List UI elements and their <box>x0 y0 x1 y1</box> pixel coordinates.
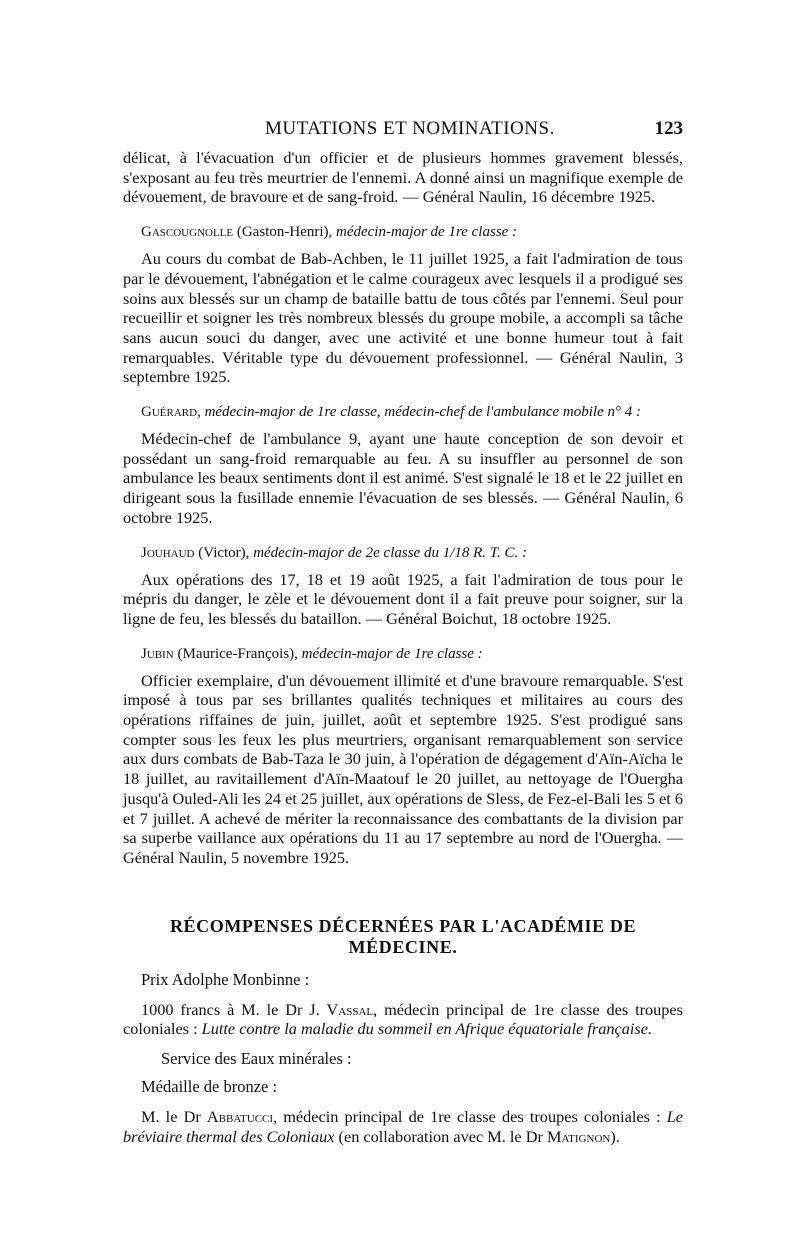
prize-name: Prix Adolphe Monbinne : <box>141 969 310 989</box>
medal-middle: , médecin principal de 1re classe des troupes coloniales : <box>273 1107 667 1127</box>
officer-first-names: , <box>197 404 205 421</box>
page-header <box>123 118 683 148</box>
officer-name: Guérard <box>141 404 198 421</box>
officer-first-names: (Gaston-Henri), <box>233 224 336 241</box>
citation-entry <box>123 403 683 528</box>
entry-heading <box>141 645 683 663</box>
officer-role: médecin-major de 1re classe : <box>336 224 518 241</box>
medal-collaborator: Matignon <box>546 1126 611 1146</box>
medal-lead: M. le Dr <box>141 1107 207 1127</box>
entry-heading <box>141 403 683 421</box>
section-title: RÉCOMPENSES DÉCERNÉES PAR L'ACADÉMIE DE MÉDECINE. <box>169 915 637 957</box>
medal-name: Médaille de bronze : <box>141 1077 278 1097</box>
prize-recipient: Vassal <box>326 999 374 1019</box>
continuation-paragraph: délicat, à l'évacuation d'un officier et de plusieurs hommes gravement blessés, s'exposant au feu très meurtrier de l'ennemi. A donné ainsi un magnifique exemple de dévouement, de bravoure et de sang-froid. — Général Naulin, 16 décembre 1925. <box>123 148 683 207</box>
citation-entry <box>123 223 683 387</box>
medal-work-title: Le bréviaire thermal des Coloniaux <box>123 1107 684 1146</box>
document-page <box>123 118 683 1157</box>
citation-entry <box>123 544 683 629</box>
officer-role: médecin-major de 2e classe du 1/18 R. T. C. : <box>253 544 528 561</box>
citation-text: Médecin-chef de l'ambulance 9, ayant une haute conception de son devoir et possédant un sang-froid remarquable au feu. A su insuffler au personnel de son ambulance les beaux sentiments dont il est animé. S'est signalé le 18 et le 22 juillet en dirigeant sous la fusillade ennemie l'évacuation de ses blessés. — Général Naulin, 6 octobre 1925. <box>123 429 683 527</box>
prize-middle: , médecin principal de 1re classe des troupes coloniales : <box>123 999 683 1039</box>
officer-name: Gascougnolle <box>141 224 234 241</box>
prize-entry <box>123 1000 683 1039</box>
officer-role: médecin-major de 1re classe : <box>301 645 483 662</box>
citation-text: Au cours du combat de Bab-Achben, le 11 juillet 1925, a fait l'admiration de tous par le dévouement, l'abnégation et le calme courageux avec lesquels il a prodigué ses soins aux blessés sur un champ de bataille battu de tous côtés par l'ennemi. Seul pour recueillir et soigner les très nombreux blessés du groupe mobile, a accompli sa tâche sans aucun souci du danger, avec une activité et une bonne humeur tout à fait remarquables. Véritable type du dévouement professionnel. — Général Naulin, 3 septembre 1925. <box>123 249 683 387</box>
service-name: Service des Eaux minérales : <box>161 1049 352 1069</box>
officer-first-names: (Maurice-François), <box>173 645 302 662</box>
medal-entry <box>123 1107 683 1146</box>
entry-heading <box>141 223 683 241</box>
page-number: 123 <box>654 118 683 139</box>
citation-text: Aux opérations des 17, 18 et 19 août 1925, a fait l'admiration de tous pour le mépris du danger, le zèle et le dévouement dont il a fait preuve pour soigner, sur la ligne de feu, les blessés du bataillon. — Général Boichut, 18 octobre 1925. <box>123 569 683 628</box>
prize-lead: 1000 francs à M. le Dr J. <box>141 999 327 1019</box>
running-title: MUTATIONS ET NOMINATIONS. <box>265 118 555 139</box>
citation-entry <box>123 645 683 868</box>
prize-work-title: Lutte contre la maladie du sommeil en Afrique équatoriale française. <box>201 1019 653 1039</box>
officer-first-names: (Victor), <box>194 544 254 561</box>
officer-name: Jubin <box>141 645 174 662</box>
officer-name: Jouhaud <box>141 544 195 561</box>
entry-heading <box>141 544 683 562</box>
citation-text: Officier exemplaire, d'un dévouement illimité et d'une bravoure remarquable. S'est imposé à tous par ses brillantes qualités techniques et militaires au cours des opérations riffaines de juin, juillet, août et septembre 1925. S'est prodigué sans compter sous les feux les plus meurtriers, organisant remarquablement son service aux durs combats de Bab-Taza le 30 juin, à l'opération de dégagement d'Aïn-Aïcha le 18 juillet, au ravitaillement d'Aïn-Maatouf le 20 juillet, au nettoyage de l'Ouergha jusqu'à Ouled-Ali les 24 et 25 juillet, aux opérations de Sless, de Fez-el-Bali les 5 et 6 et 7 juillet. A achevé de mériter la reconnaissance des combattants de la division par sa superbe vaillance aux opérations du 11 au 17 septembre au nord de l'Ouergha. — Général Naulin, 5 novembre 1925. <box>123 670 683 867</box>
officer-role: médecin-major de 1re classe, médecin-chef de l'ambulance mobile n° 4 : <box>204 404 641 421</box>
medal-tail-end: ). <box>610 1126 620 1146</box>
medal-recipient: Abbatucci <box>206 1107 274 1127</box>
medal-tail-start: (en collaboration avec M. le Dr <box>334 1126 547 1146</box>
